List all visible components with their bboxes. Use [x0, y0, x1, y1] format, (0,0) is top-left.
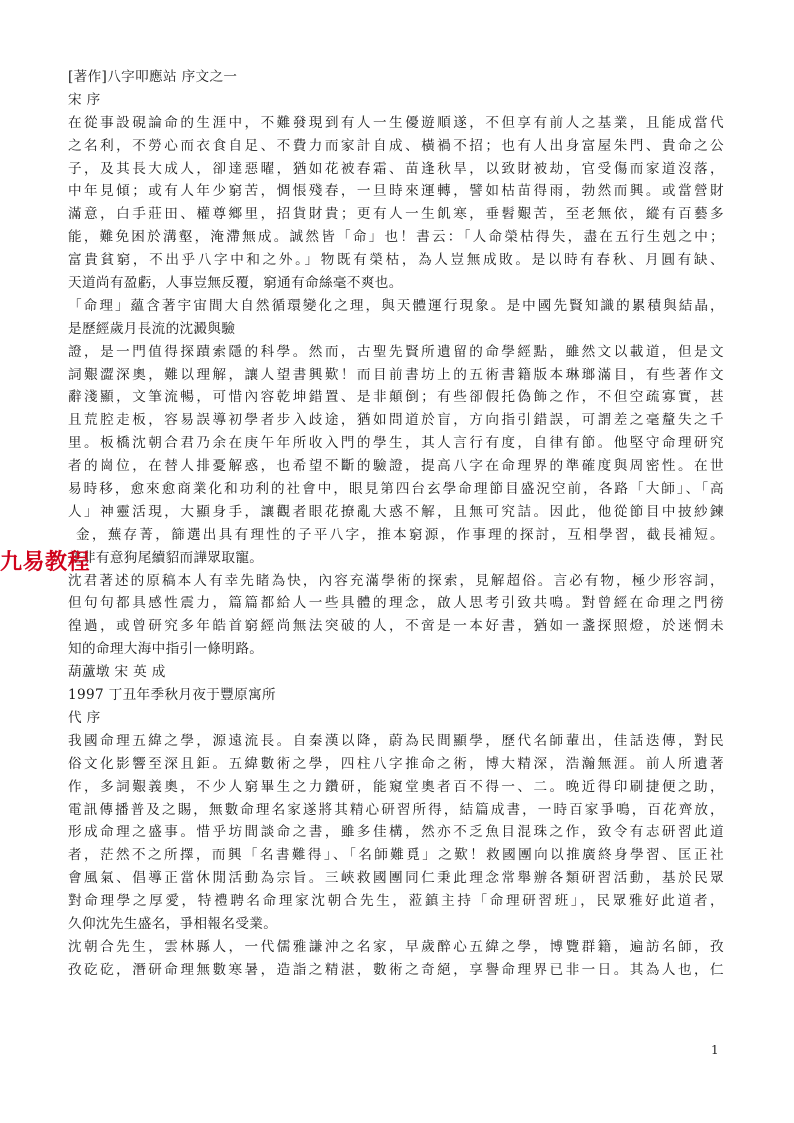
text-line: 證，是一門值得探蹟索隱的科學。然而，古聖先賢所遺留的命學經點，雖然文以載道，但是文	[68, 343, 724, 360]
text-line: 孜矻矻，潛研命理無數寒暑，造詣之精湛，數術之奇絕，享譽命理界已非一日。其為人也，仁	[68, 961, 724, 978]
text-line: 1997 丁丑年季秋月夜于豐原寓所	[68, 687, 276, 704]
text-line: 徨過，或曾研究多年皓首窮經尚無法突破的人，不啻是一本好書，猶如一盞探照燈，於迷惘未	[68, 618, 724, 635]
text-line: 子，及其長大成人，卻達惡曜，猶如花被春霜、苗逢秋旱，以致財被劫，官受傷而家道沒落，	[68, 160, 724, 177]
text-line: 之名利，不勞心而衣食自足、不費力而家計自成、橫禍不招；也有人出身富屋朱門、貴命之公	[68, 137, 724, 154]
text-line: 易時移，愈來愈商業化和功利的社會中，眼見第四台玄學命理節目盛況空前，各路「大師」、「高	[68, 481, 724, 498]
text-line: 但句句都具感性震力，篇篇都給人一些具體的理念，啟人思考引致共鳴。對曾經在命理之門徬	[68, 595, 724, 612]
text-line: 形成命理之盛事。惜乎坊間談命之書，雖多佳構，然亦不乏魚目混珠之作，致令有志研習此道	[68, 824, 724, 841]
text-line: 久仰沈先生盛名，爭相報名受業。	[68, 915, 278, 932]
text-line: 里。板橋沈朝合君乃余在庚午年所收入門的學生，其人言行有度，自律有節。他堅守命理研究	[68, 435, 724, 452]
text-line: 天道尚有盈虧，人事豈無反覆，窮通有命絲毫不爽也。	[68, 275, 403, 292]
text-line: 我國命理五緯之學，源遠流長。自秦漢以降，蔚為民間顯學，歷代名師輩出，佳話迭傳，對民	[68, 732, 724, 749]
text-line: 沈君著述的原稿本人有幸先睹為快，內容充滿學術的探索，見解超俗。言必有物，極少形容詞，	[68, 572, 724, 589]
text-line: 人」神靈活現，大顯身手，讓觀者眼花撩亂大惑不解，且無可究詰。因此，他從節目中披紗鍊	[68, 503, 724, 520]
text-line: 滿意，白手莊田、權尊鄉里，招貨財貴；更有人一生飢寒，垂髫艱苦，至老無依，縱有百藝多	[68, 206, 724, 223]
text-line: 富貴貧窮，不出乎八字中和之外。」物既有榮枯，為人豈無成敗。是以時有春秋、月圓有缺、	[68, 252, 724, 269]
text-line: 宋 序	[68, 91, 101, 108]
text-line: 俗文化影響至深且鉅。五緯數術之學，四柱八字推命之術，博大精深，浩瀚無涯。前人所遺著	[68, 755, 724, 772]
text-line: 知的命理大海中指引一條明路。	[68, 641, 264, 658]
page-number: 1	[711, 1043, 719, 1057]
text-line: 沈朝合先生，雲林縣人，一代儒雅謙沖之名家，早歲醉心五緯之學，博覽群籍，遍訪名師，孜	[68, 938, 724, 955]
text-line: 能，難免困於溝壑，淹滯無成。誠然皆「命」也！書云：「人命榮枯得失，盡在五行生剋之中；	[68, 229, 724, 246]
text-line: 代 序	[68, 709, 101, 726]
text-line: [著作]八字叩應站 序文之一	[68, 69, 238, 85]
text-line: 是歷經歲月長流的沈澱與驗	[68, 320, 236, 337]
text-line: 會風氣、倡導正當休閒活動為宗旨。三峽救國團同仁秉此理念常舉辦各類研習活動，基於民眾	[68, 870, 724, 887]
text-line: 且荒腔走板，容易誤導初學者步入歧途，猶如問道於盲，方向指引錯誤，可謂差之毫釐失之千	[68, 412, 724, 429]
text-line: 詞艱澀深奧，難以理解，讓人望書興歎！而目前書坊上的五術書籍版本琳瑯滿目，有些著作文	[68, 366, 724, 383]
text-line: 在從事設硯論命的生涯中，不難發現到有人一生優遊順遂，不但享有前人之基業，且能成當代	[68, 114, 724, 131]
text-line: 辭淺顯，文筆流暢，可惜內容乾坤錯置、是非顛倒；有些卻假托偽飾之作，不但空疏寡實，甚	[68, 389, 724, 406]
text-line: 金，蕪存菁，篩選出具有理性的子平八字，推本窮源，作事理的探討，互相學習，截長補短。	[76, 526, 724, 543]
text-line: 電訊傳播普及之賜，無數命理名家遂將其精心研習所得，結篇成書，一時百家爭鳴，百花齊放，	[68, 801, 724, 818]
watermark-logo: 九易教程	[0, 550, 91, 575]
text-line: 者的崗位，在替人排憂解惑，也希望不斷的驗證，提高八字在命理界的準確度與周密性。在世	[68, 458, 724, 475]
text-line: 對命理學之厚愛，特禮聘名命理家沈朝合先生，蒞鎮主持「命理研習班」，民眾雅好此道者，	[68, 893, 724, 910]
text-line: 中年見傾；或有人年少窮苦，惆悵殘春，一旦時來運轉，譬如枯苗得雨，勃然而興。或當營財	[68, 183, 724, 200]
text-line: 並非有意狗尾續貂而譁眾取寵。	[68, 549, 264, 566]
text-line: 者，茫然不之所擇，而興「名書難得」、「名師難覓」之歎！救國團向以推廣終身學習、匡正社	[68, 847, 724, 864]
text-line: 葫蘆墩 宋 英 成	[68, 664, 166, 681]
text-line: 「命理」蘊含著宇宙間大自然循環變化之理，與天體運行現象。是中國先賢知識的累積與結晶，	[68, 297, 724, 314]
document-body	[68, 66, 724, 982]
text-line: 作，多詞艱義奧，不少人窮畢生之力鑽研，能窺堂奧者百不得一、二。晚近得印刷捷便之助，	[68, 778, 724, 795]
